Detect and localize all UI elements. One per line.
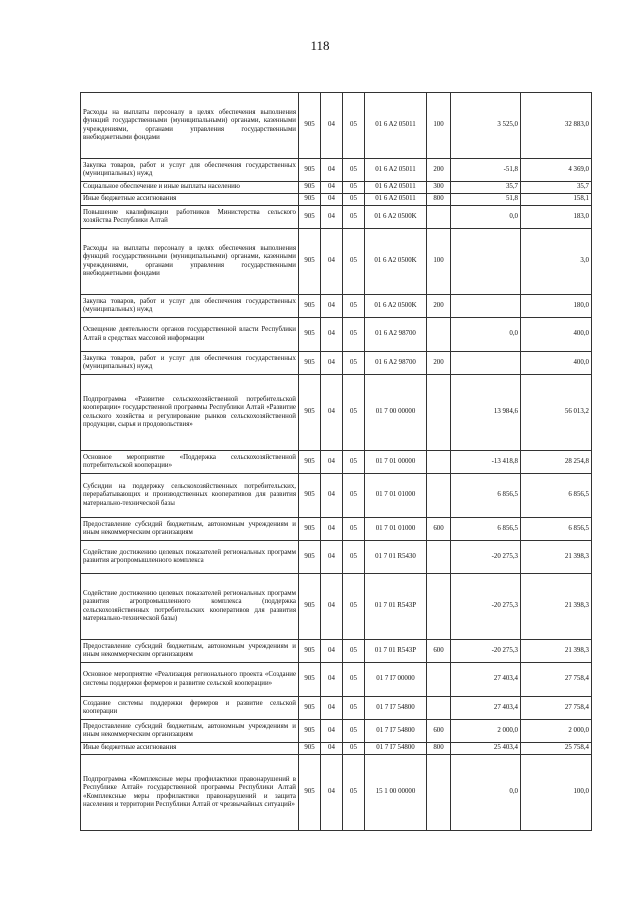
expense-type-code: 800 (427, 743, 451, 755)
ministry-code: 905 (299, 375, 321, 451)
amount-total: 6 856,5 (521, 474, 592, 518)
target-article-code: 01 6 A2 0500K (365, 295, 427, 318)
table-row (81, 720, 592, 743)
amount-change: -20 275,3 (451, 574, 521, 640)
subsection-code: 05 (343, 206, 365, 229)
expense-type-code (427, 451, 451, 474)
ministry-code: 905 (299, 743, 321, 755)
amount-change: 0,0 (451, 755, 521, 831)
section-code: 04 (321, 206, 343, 229)
amount-total: 56 013,2 (521, 375, 592, 451)
row-name: Подпрограмма «Развитие сельскохозяйственной потребительской кооперации» государственной программы Республики Алтай «Развитие сельского хозяйства и регулирование рынков сельскохозяйственной продукции, сырья и продовольствия» (81, 375, 299, 451)
table-row (81, 663, 592, 697)
row-name: Предоставление субсидий бюджетным, автономным учреждениям и иным некоммерческим организациям (81, 518, 299, 541)
row-name: Предоставление субсидий бюджетным, автономным учреждениям и иным некоммерческим организациям (81, 640, 299, 663)
amount-change: 2 000,0 (451, 720, 521, 743)
row-name: Предоставление субсидий бюджетным, автономным учреждениям и иным некоммерческим организациям (81, 720, 299, 743)
table-row (81, 352, 592, 375)
amount-change: 6 856,5 (451, 474, 521, 518)
expense-type-code (427, 206, 451, 229)
ministry-code: 905 (299, 194, 321, 206)
section-code: 04 (321, 663, 343, 697)
row-name: Подпрограмма «Комплексные меры профилактики правонарушений в Республике Алтай» государственной программы Республики Алтай «Комплексные меры профилактики правонарушений и защита населения и территории Республики Алтай от чрезвычайных ситуаций» (81, 755, 299, 831)
subsection-code: 05 (343, 295, 365, 318)
section-code: 04 (321, 352, 343, 375)
ministry-code: 905 (299, 206, 321, 229)
amount-total: 21 398,3 (521, 541, 592, 574)
target-article-code: 01 7 01 01000 (365, 474, 427, 518)
subsection-code: 05 (343, 518, 365, 541)
target-article-code: 01 7 01 01000 (365, 518, 427, 541)
amount-change: -20 275,3 (451, 541, 521, 574)
amount-change: 0,0 (451, 206, 521, 229)
expense-type-code (427, 574, 451, 640)
target-article-code: 01 7 01 R5430 (365, 541, 427, 574)
table-row (81, 194, 592, 206)
amount-total: 25 758,4 (521, 743, 592, 755)
expense-type-code: 100 (427, 93, 451, 159)
expense-type-code: 100 (427, 229, 451, 295)
section-code: 04 (321, 375, 343, 451)
expense-type-code: 600 (427, 720, 451, 743)
amount-change: -13 418,8 (451, 451, 521, 474)
section-code: 04 (321, 295, 343, 318)
table-row (81, 640, 592, 663)
table-row (81, 159, 592, 182)
amount-total: 4 369,0 (521, 159, 592, 182)
ministry-code: 905 (299, 182, 321, 194)
table-row (81, 182, 592, 194)
section-code: 04 (321, 318, 343, 352)
ministry-code: 905 (299, 229, 321, 295)
row-name: Повышение квалификации работников Министерства сельского хозяйства Республики Алтай (81, 206, 299, 229)
row-name: Субсидии на поддержку сельскохозяйственных потребительских, перерабатывающих и производственных кооперативов для развития материально-технической базы (81, 474, 299, 518)
table-row (81, 474, 592, 518)
table-row (81, 697, 592, 720)
amount-change (451, 229, 521, 295)
amount-total: 158,1 (521, 194, 592, 206)
subsection-code: 05 (343, 663, 365, 697)
row-name: Иные бюджетные ассигнования (81, 194, 299, 206)
table-body (81, 93, 592, 831)
amount-total: 2 000,0 (521, 720, 592, 743)
subsection-code: 05 (343, 541, 365, 574)
target-article-code: 01 7 I7 00000 (365, 663, 427, 697)
expense-type-code (427, 663, 451, 697)
ministry-code: 905 (299, 697, 321, 720)
target-article-code: 01 7 01 R543P (365, 640, 427, 663)
table-row (81, 229, 592, 295)
row-name: Расходы на выплаты персоналу в целях обеспечения выполнения функций государственными (муниципальными) органами, казенными учреждениями, органами управления государственными внебюджетными фондами (81, 229, 299, 295)
table-row (81, 518, 592, 541)
target-article-code: 01 6 A2 05011 (365, 194, 427, 206)
table-row (81, 206, 592, 229)
target-article-code: 01 7 I7 54800 (365, 743, 427, 755)
subsection-code: 05 (343, 720, 365, 743)
section-code: 04 (321, 697, 343, 720)
amount-change: 6 856,5 (451, 518, 521, 541)
amount-change: 25 403,4 (451, 743, 521, 755)
amount-total: 35,7 (521, 182, 592, 194)
ministry-code: 905 (299, 720, 321, 743)
row-name: Основное мероприятие «Поддержка сельскохозяйственной потребительской кооперации» (81, 451, 299, 474)
expense-type-code: 200 (427, 295, 451, 318)
subsection-code: 05 (343, 182, 365, 194)
ministry-code: 905 (299, 474, 321, 518)
target-article-code: 01 6 A2 98700 (365, 352, 427, 375)
row-name: Содействие достижению целевых показателей региональных программ развития агропромышленного комплекса (81, 541, 299, 574)
amount-total: 6 856,5 (521, 518, 592, 541)
row-name: Закупка товаров, работ и услуг для обеспечения государственных (муниципальных) нужд (81, 352, 299, 375)
subsection-code: 05 (343, 229, 365, 295)
amount-total: 21 398,3 (521, 640, 592, 663)
ministry-code: 905 (299, 295, 321, 318)
ministry-code: 905 (299, 451, 321, 474)
expense-type-code: 600 (427, 640, 451, 663)
expense-type-code (427, 474, 451, 518)
target-article-code: 01 6 A2 05011 (365, 182, 427, 194)
amount-change: 3 525,0 (451, 93, 521, 159)
ministry-code: 905 (299, 663, 321, 697)
section-code: 04 (321, 474, 343, 518)
ministry-code: 905 (299, 352, 321, 375)
section-code: 04 (321, 574, 343, 640)
expense-type-code (427, 375, 451, 451)
row-name: Закупка товаров, работ и услуг для обеспечения государственных (муниципальных) нужд (81, 295, 299, 318)
amount-total: 100,0 (521, 755, 592, 831)
subsection-code: 05 (343, 640, 365, 663)
subsection-code: 05 (343, 743, 365, 755)
subsection-code: 05 (343, 375, 365, 451)
table-row (81, 743, 592, 755)
row-name: Содействие достижению целевых показателей региональных программ развития агропромышленного комплекса (поддержка сельскохозяйственных потребительских кооперативов для развития материально-технической базы) (81, 574, 299, 640)
expense-type-code: 200 (427, 352, 451, 375)
ministry-code: 905 (299, 93, 321, 159)
row-name: Основное мероприятие «Реализация регионального проекта «Создание системы поддержки фермеров и развитие сельской кооперации» (81, 663, 299, 697)
amount-total: 27 758,4 (521, 663, 592, 697)
table-row (81, 755, 592, 831)
subsection-code: 05 (343, 697, 365, 720)
amount-total: 183,0 (521, 206, 592, 229)
amount-change: -20 275,3 (451, 640, 521, 663)
ministry-code: 905 (299, 159, 321, 182)
table-row (81, 574, 592, 640)
target-article-code: 01 6 A2 0500K (365, 206, 427, 229)
row-name: Расходы на выплаты персоналу в целях обеспечения выполнения функций государственными (муниципальными) органами, казенными учреждениями, органами управления государственными внебюджетными фондами (81, 93, 299, 159)
expense-type-code (427, 697, 451, 720)
table-row (81, 451, 592, 474)
ministry-code: 905 (299, 541, 321, 574)
table-row (81, 318, 592, 352)
row-name: Иные бюджетные ассигнования (81, 743, 299, 755)
section-code: 04 (321, 743, 343, 755)
subsection-code: 05 (343, 755, 365, 831)
expense-type-code (427, 541, 451, 574)
subsection-code: 05 (343, 93, 365, 159)
amount-change: 27 403,4 (451, 697, 521, 720)
amount-change: 27 403,4 (451, 663, 521, 697)
subsection-code: 05 (343, 194, 365, 206)
table-row (81, 541, 592, 574)
target-article-code: 01 6 A2 98700 (365, 318, 427, 352)
amount-total: 180,0 (521, 295, 592, 318)
amount-total: 21 398,3 (521, 574, 592, 640)
expense-type-code: 600 (427, 518, 451, 541)
section-code: 04 (321, 93, 343, 159)
subsection-code: 05 (343, 352, 365, 375)
section-code: 04 (321, 541, 343, 574)
ministry-code: 905 (299, 755, 321, 831)
expense-type-code (427, 318, 451, 352)
expense-type-code: 200 (427, 159, 451, 182)
amount-total: 32 883,0 (521, 93, 592, 159)
section-code: 04 (321, 451, 343, 474)
amount-change: -51,8 (451, 159, 521, 182)
amount-total: 400,0 (521, 352, 592, 375)
target-article-code: 01 6 A2 05011 (365, 93, 427, 159)
section-code: 04 (321, 640, 343, 663)
table-row (81, 375, 592, 451)
table-row (81, 295, 592, 318)
target-article-code: 01 7 I7 54800 (365, 697, 427, 720)
target-article-code: 15 1 00 00000 (365, 755, 427, 831)
ministry-code: 905 (299, 318, 321, 352)
row-name: Закупка товаров, работ и услуг для обеспечения государственных (муниципальных) нужд (81, 159, 299, 182)
amount-change: 13 984,6 (451, 375, 521, 451)
ministry-code: 905 (299, 574, 321, 640)
subsection-code: 05 (343, 574, 365, 640)
section-code: 04 (321, 755, 343, 831)
subsection-code: 05 (343, 159, 365, 182)
amount-total: 400,0 (521, 318, 592, 352)
target-article-code: 01 7 00 00000 (365, 375, 427, 451)
amount-total: 27 758,4 (521, 697, 592, 720)
page-number: 118 (310, 38, 330, 53)
amount-total: 3,0 (521, 229, 592, 295)
subsection-code: 05 (343, 318, 365, 352)
amount-change: 0,0 (451, 318, 521, 352)
row-name: Социальное обеспечение и иные выплаты населению (81, 182, 299, 194)
section-code: 04 (321, 194, 343, 206)
budget-table (80, 92, 592, 831)
amount-total: 28 254,8 (521, 451, 592, 474)
row-name: Освещение деятельности органов государственной власти Республики Алтай в средствах массовой информации (81, 318, 299, 352)
section-code: 04 (321, 229, 343, 295)
target-article-code: 01 7 I7 54800 (365, 720, 427, 743)
expense-type-code (427, 755, 451, 831)
target-article-code: 01 6 A2 05011 (365, 159, 427, 182)
section-code: 04 (321, 518, 343, 541)
amount-change (451, 295, 521, 318)
section-code: 04 (321, 720, 343, 743)
subsection-code: 05 (343, 474, 365, 518)
table-row (81, 93, 592, 159)
target-article-code: 01 6 A2 0500K (365, 229, 427, 295)
row-name: Создание системы поддержки фермеров и развитие сельской кооперации (81, 697, 299, 720)
amount-change: 35,7 (451, 182, 521, 194)
ministry-code: 905 (299, 640, 321, 663)
amount-change (451, 352, 521, 375)
target-article-code: 01 7 01 00000 (365, 451, 427, 474)
expense-type-code: 800 (427, 194, 451, 206)
subsection-code: 05 (343, 451, 365, 474)
section-code: 04 (321, 182, 343, 194)
expense-type-code: 300 (427, 182, 451, 194)
target-article-code: 01 7 01 R543P (365, 574, 427, 640)
ministry-code: 905 (299, 518, 321, 541)
section-code: 04 (321, 159, 343, 182)
amount-change: 51,8 (451, 194, 521, 206)
